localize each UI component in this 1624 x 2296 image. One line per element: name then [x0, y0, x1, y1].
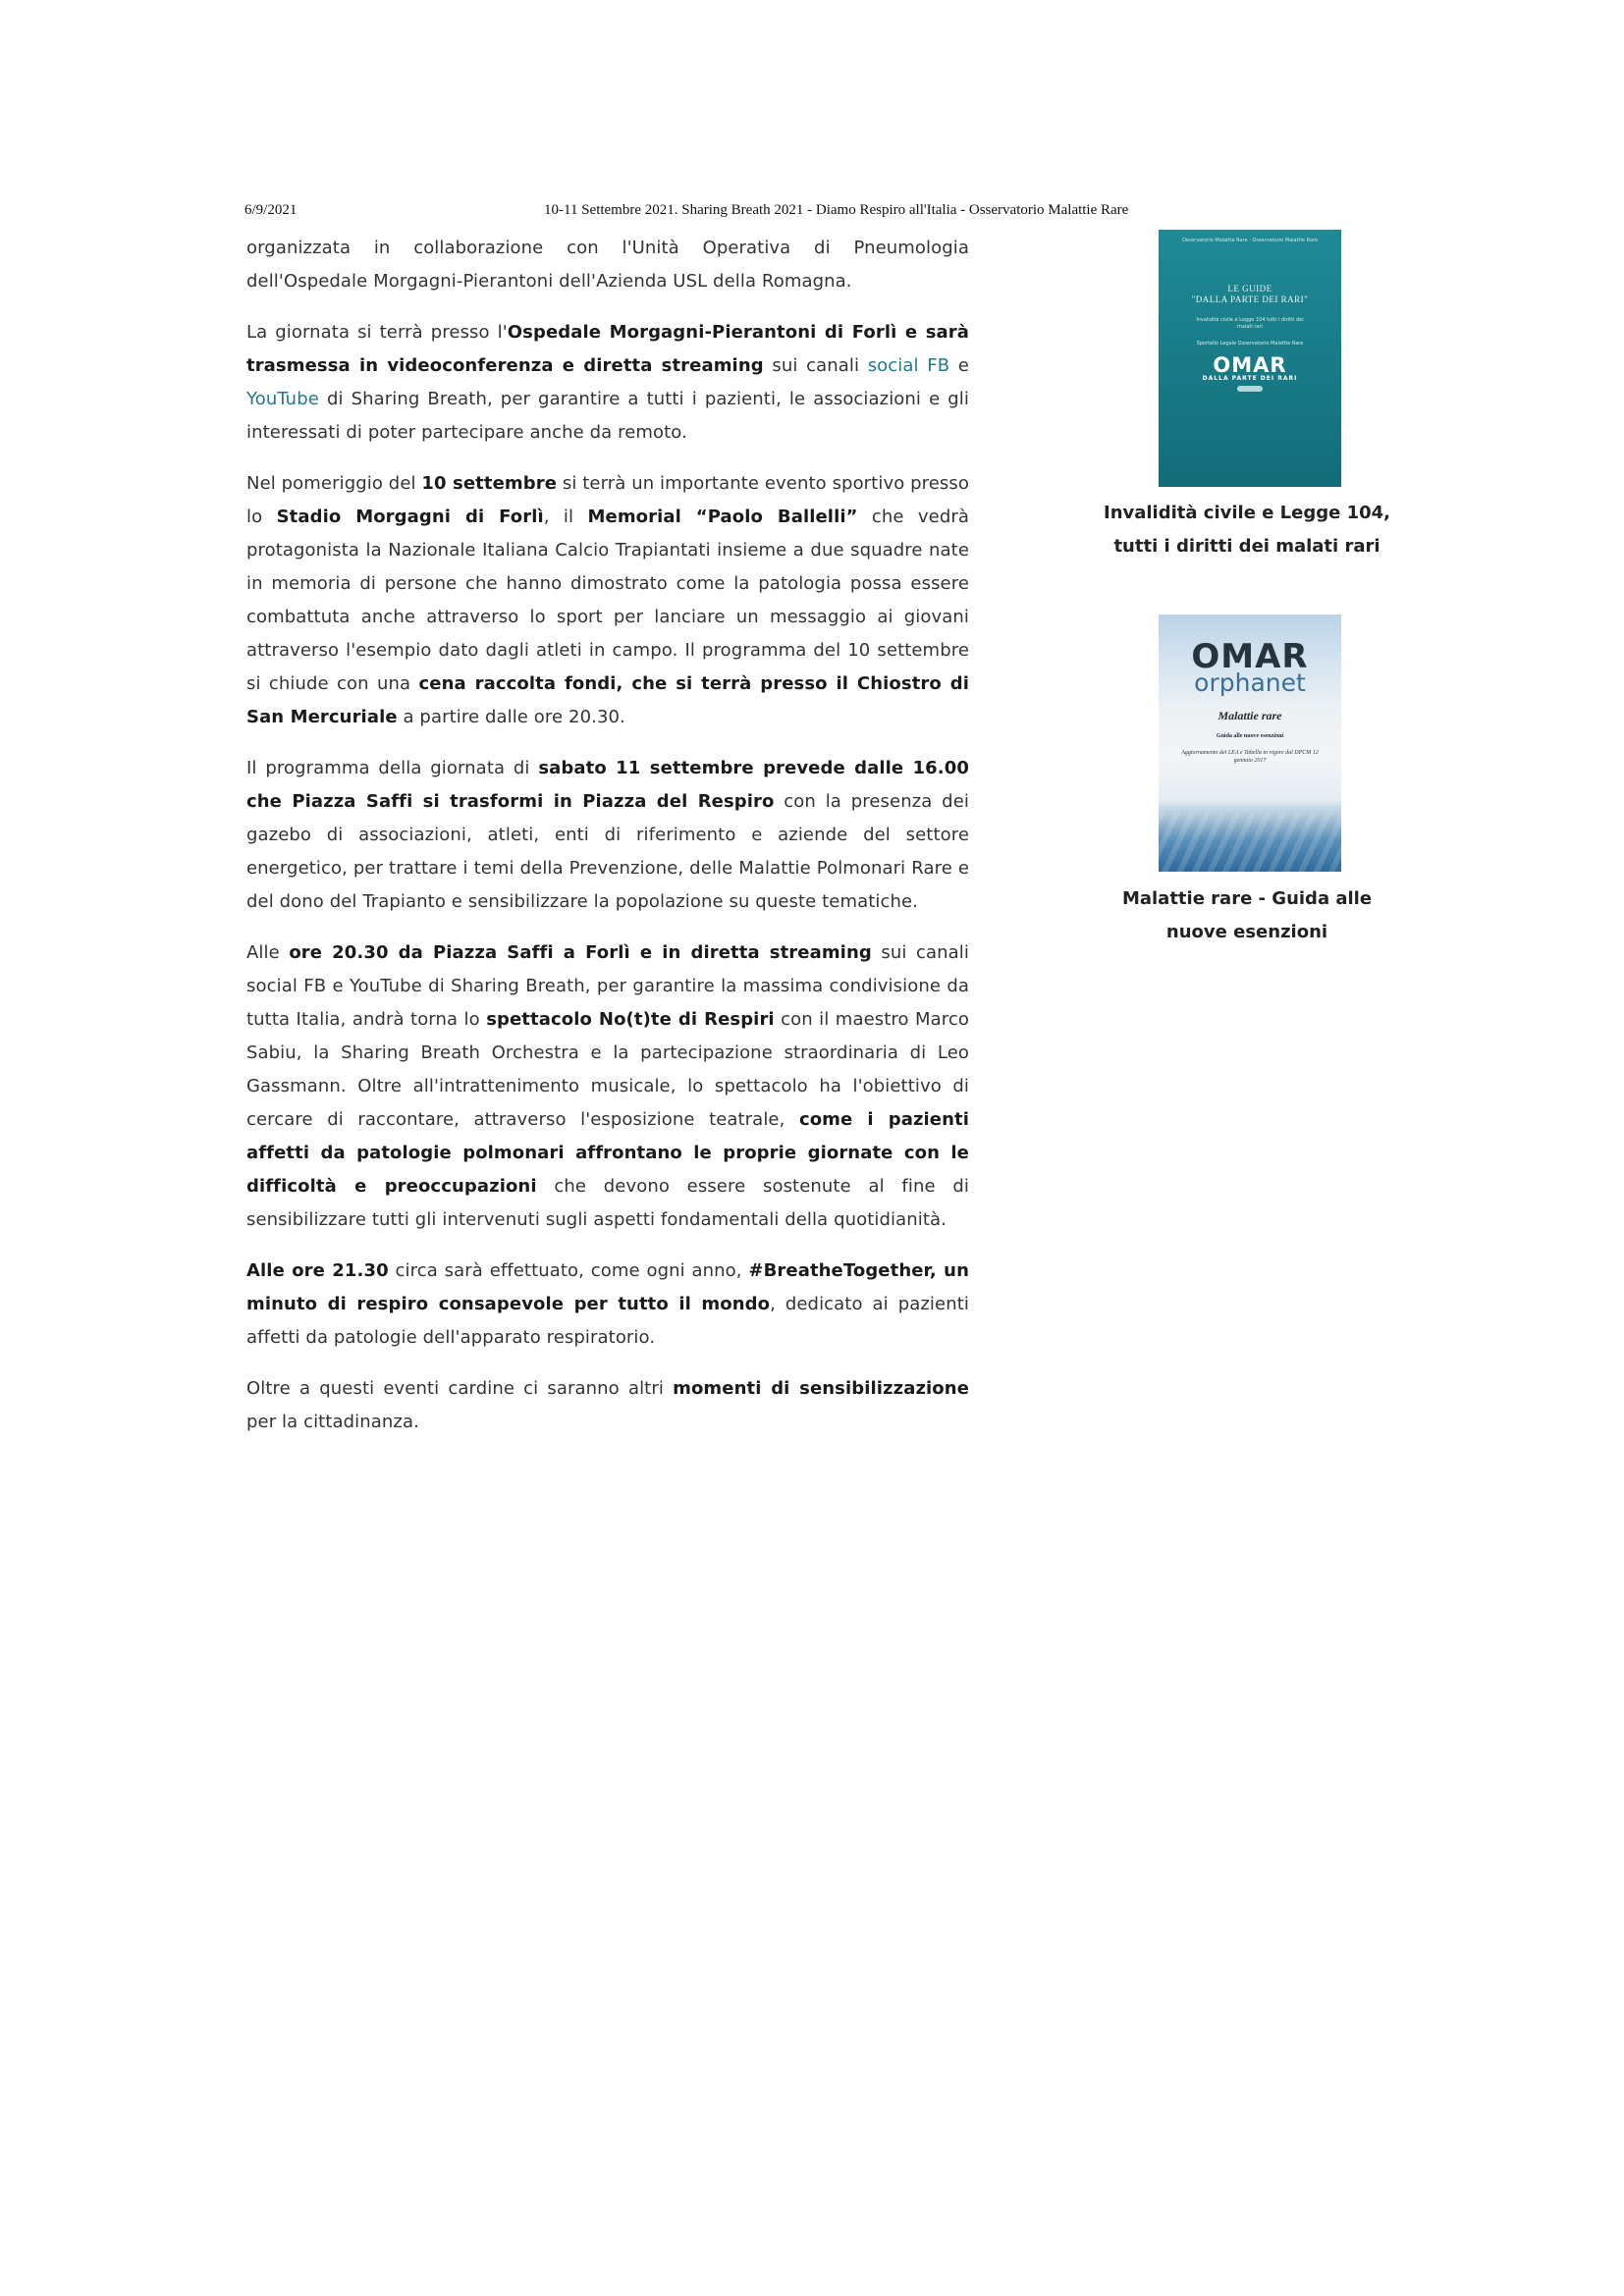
inline-link[interactable]: social FB [867, 355, 950, 376]
article-body [246, 232, 969, 1457]
book-cover-invalidita[interactable] [1159, 230, 1341, 487]
publisher-logo-icon [1237, 386, 1263, 392]
cover-guide-line1: LE GUIDE [1227, 284, 1272, 294]
text-run: , il [543, 507, 588, 527]
cover-guide-title [1159, 284, 1341, 305]
bold-text: sabato 11 settembre prevede dalle 16.00 che Piazza Saffi si trasformi in Piazza del Respiro [246, 758, 969, 812]
paragraph [246, 752, 969, 919]
text-run: La giornata si terrà presso l' [246, 322, 508, 343]
text-run: sui canali social FB e YouTube di Sharing Breath, per garantire la massima condivisione da tutta Italia, andrà torna lo [246, 942, 969, 1030]
bold-text: cena raccolta fondi, che si terrà presso il Chiostro di San Mercuriale [246, 673, 969, 727]
dna-helix-image [1159, 813, 1341, 872]
bold-text: 10 settembre [421, 473, 558, 494]
cover-subtitle: Invalidità civile e Legge 104 tutti i diritti dei malati rari [1196, 317, 1304, 330]
bold-text: come i pazienti affetti da patologie polmonari affrontano le proprie giornate con le difficoltà e preoccupazioni [246, 1109, 969, 1197]
omar-logo: OMAR [1213, 353, 1287, 377]
print-header [244, 202, 1226, 226]
book-cover-malattie-rare[interactable] [1159, 614, 1341, 872]
text-run: che devono essere sostenute al fine di sensibilizzare tutti gli intervenuti sugli aspetti fondamentali della quotidianità. [246, 1176, 969, 1230]
text-run: , dedicato ai pazienti affetti da patologie dell'apparato respiratorio. [246, 1294, 969, 1348]
book-caption-invalidita[interactable]: Invalidità civile e Legge 104, tutti i diritti dei malati rari [1104, 503, 1390, 557]
text-run: circa sarà effettuato, come ogni anno, [388, 1260, 749, 1281]
text-run: Nel pomeriggio del [246, 473, 422, 494]
bold-text: Stadio Morgagni di Forlì [276, 507, 544, 527]
cover-title: Malattie rare [1218, 709, 1282, 722]
text-run: con la presenza dei gazebo di associazioni, atleti, enti di riferimento e aziende del settore energetico, per trattare i temi della Prevenzione, delle Malattie Polmonari Rare e del dono del Trapianto e sensibilizzare la popolazione su queste tematiche. [246, 791, 969, 912]
paragraph [246, 1255, 969, 1355]
print-date: 6/9/2021 [244, 202, 298, 218]
cover-subtitle: Guida alle nuove esenzioni [1216, 733, 1284, 739]
text-run: Alle [246, 942, 290, 963]
paragraph [246, 316, 969, 450]
text-run: che vedrà protagonista la Nazionale Italiana Calcio Trapiantati insieme a due squadre nate in memoria di persone che hanno dimostrato come la patologia possa essere combattuta anche attraverso lo sport per lanciare un messaggio ai giovani attraverso l'esempio dato dagli atleti in campo. Il programma del 10 settembre si chiude con una [246, 507, 970, 694]
omar-logo: OMAR [1191, 637, 1309, 676]
inline-link[interactable]: YouTube [246, 389, 319, 409]
bold-text: Ospedale Morgagni-Pierantoni di Forlì e sarà trasmessa in videoconferenza e diretta streaming [246, 322, 969, 376]
orphanet-logo: orphanet [1194, 668, 1306, 697]
text-run: sui canali [763, 355, 868, 376]
text-run: Il programma della giornata di [246, 758, 539, 778]
text-run: per la cittadinanza. [246, 1412, 419, 1432]
omar-tagline: DALLA PARTE DEI RARI [1202, 375, 1298, 382]
bold-text: spettacolo No(t)te di Respiri [486, 1009, 775, 1030]
text-run: con il maestro Marco Sabiu, la Sharing Breath Orchestra e la partecipazione straordinaria di Leo Gassmann. Oltre all'intrattenimento musicale, lo spettacolo ha l'obiettivo di cercare di raccontare, attraverso l'esposizione teatrale, [246, 1009, 969, 1130]
cover-publisher-line: Osservatorio Malattie Rare · Osservatorio Malattie Rare [1181, 238, 1319, 243]
text-run: e [949, 355, 969, 376]
paragraph [246, 232, 969, 298]
bold-text: Memorial “Paolo Ballelli” [587, 507, 858, 527]
text-run: organizzata in collaborazione con l'Unità Operativa di Pneumologia dell'Ospedale Morgagni-Pierantoni dell'Azienda USL della Romagna. [246, 238, 969, 292]
text-run: di Sharing Breath, per garantire a tutti i pazienti, le associazioni e gli interessati di poter partecipare anche da remoto. [246, 389, 969, 443]
bold-text: momenti di sensibilizzazione [673, 1378, 969, 1399]
print-title: 10-11 Settembre 2021. Sharing Breath 2021 - Diamo Respiro all'Italia - Osservatorio Malattie Rare [544, 202, 1129, 218]
bold-text: Alle ore 21.30 [246, 1260, 389, 1281]
bold-text: ore 20.30 da Piazza Saffi a Forlì e in diretta streaming [289, 942, 872, 963]
bold-text: #BreatheTogether, un minuto di respiro consapevole per tutto il mondo [246, 1260, 969, 1314]
cover-note: Aggiornamento dei LEA e Tabella in vigore dal DPCM 12 gennaio 2017 [1181, 750, 1319, 764]
text-run: Oltre a questi eventi cardine ci saranno altri [246, 1378, 674, 1399]
cover-guide-line2: "DALLA PARTE DEI RARI" [1191, 294, 1309, 304]
paragraph [246, 467, 969, 734]
cover-subtitle-2: Sportello Legale Osservatorio Malattie Rare [1196, 341, 1304, 347]
text-run: si terrà un importante evento sportivo presso lo [246, 473, 970, 527]
book-caption-malattie-rare[interactable]: Malattie rare - Guida alle nuove esenzioni [1121, 888, 1373, 942]
text-run: a partire dalle ore 20.30. [397, 707, 625, 727]
paragraph [246, 936, 969, 1237]
paragraph [246, 1372, 969, 1439]
